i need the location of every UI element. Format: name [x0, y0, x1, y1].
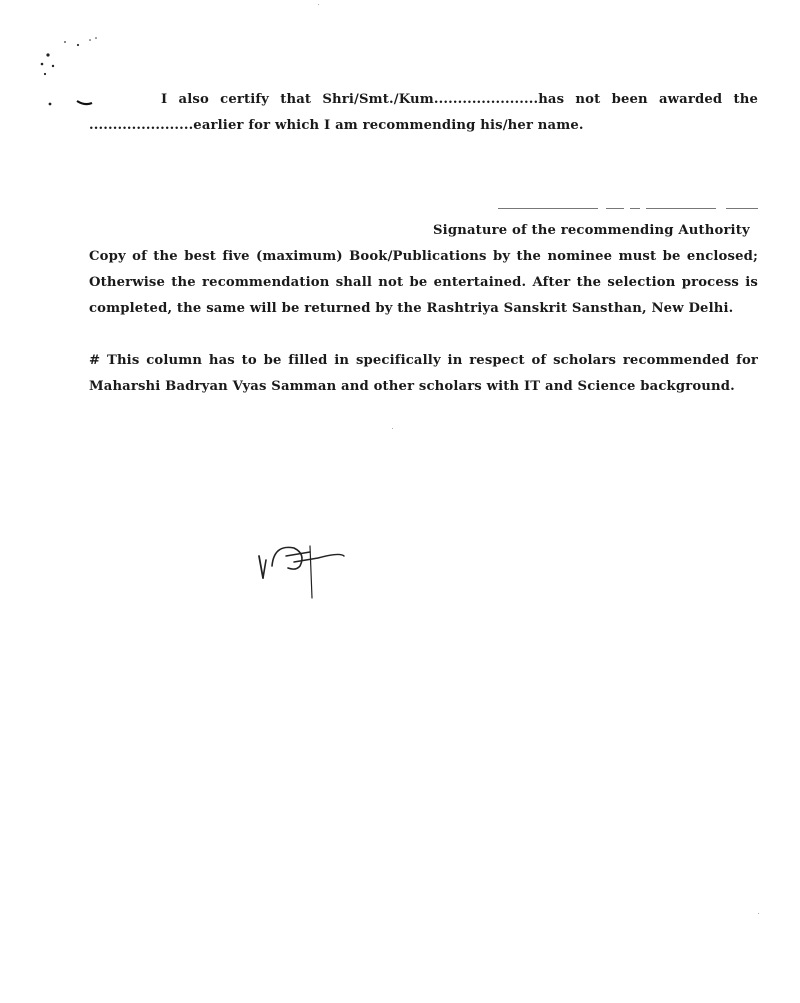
certification-line-1: I also certify that Shri/Smt./Kum......................has not been awarded the: [161, 92, 758, 107]
footnote-line-1: # This column has to be filled in specifically in respect of scholars recommended for: [89, 353, 758, 368]
signature-label: Signature of the recommending Authority: [433, 223, 750, 238]
scan-dot: [318, 4, 319, 5]
certification-line-2: ......................earlier for which I am recommending his/her name.: [89, 118, 584, 133]
note-line-2: Otherwise the recommendation shall not be entertained. After the selection process is: [89, 275, 758, 290]
note-line-3: completed, the same will be returned by the Rashtriya Sanskrit Sansthan, New Delhi.: [89, 301, 734, 316]
footnote-line-2: Maharshi Badryan Vyas Samman and other scholars with IT and Science background.: [89, 379, 735, 394]
signature-line: [498, 208, 758, 209]
scan-dot: [392, 428, 393, 429]
scan-dot: [758, 913, 759, 914]
note-line-1: Copy of the best five (maximum) Book/Publications by the nominee must be enclosed;: [89, 249, 758, 264]
scan-specks-decoration: [0, 0, 120, 120]
handwritten-initials: [250, 538, 360, 608]
